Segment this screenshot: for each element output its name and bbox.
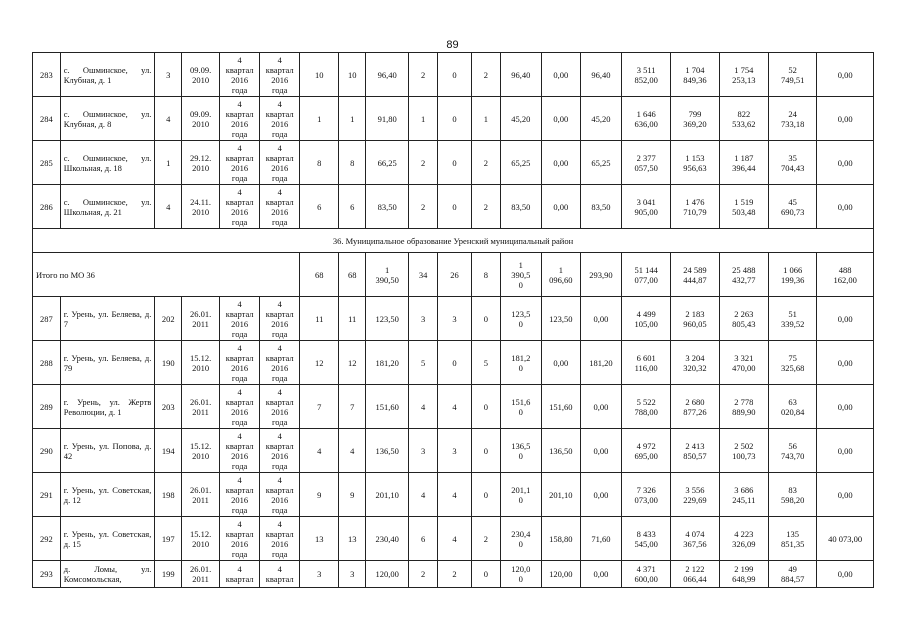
actual-quarter-cell: 4 квартал 2016 года (260, 341, 300, 385)
planned-quarter-cell: 4 квартал 2016 года (220, 385, 260, 429)
value-cell: 0,00 (817, 473, 874, 517)
total-cell: 1 390,50 (366, 253, 409, 297)
total-cell: 8 (471, 253, 500, 297)
page-number: 89 (446, 39, 459, 51)
value-cell: 197 (155, 517, 182, 561)
value-cell: 1 (300, 97, 339, 141)
value-cell: 0,00 (541, 97, 580, 141)
table-row (33, 561, 874, 588)
value-cell: 3 511 852,00 (621, 53, 670, 97)
date-cell: 15.12. 2010 (182, 429, 220, 473)
value-cell: 6 601 116,00 (621, 341, 670, 385)
value-cell: 0,00 (817, 561, 874, 588)
row-number: 289 (33, 385, 61, 429)
value-cell: 3 321 470,00 (719, 341, 768, 385)
table-row (33, 341, 874, 385)
row-number: 288 (33, 341, 61, 385)
address-cell: г. Урень, ул. Жертв Революции, д. 1 (60, 385, 155, 429)
value-cell: 2 (471, 53, 500, 97)
planned-quarter-cell: 4 квартал 2016 года (220, 141, 260, 185)
housing-register-table (32, 52, 874, 588)
value-cell: 6 (339, 185, 366, 229)
total-cell: 1 066 199,36 (768, 253, 816, 297)
total-cell: 1 096,60 (541, 253, 580, 297)
value-cell: 199 (155, 561, 182, 588)
value-cell: 3 204 320,32 (671, 341, 719, 385)
value-cell: 35 704,43 (768, 141, 816, 185)
value-cell: 6 (409, 517, 438, 561)
value-cell: 190 (155, 341, 182, 385)
date-cell: 09.09. 2010 (182, 53, 220, 97)
address-cell: с. Ошминское, ул. Школьная, д. 18 (60, 141, 155, 185)
value-cell: 96,40 (580, 53, 621, 97)
value-cell: 8 (300, 141, 339, 185)
planned-quarter-cell: 4 квартал 2016 года (220, 341, 260, 385)
value-cell: 0,00 (817, 297, 874, 341)
value-cell: 0 (471, 429, 500, 473)
value-cell: 11 (300, 297, 339, 341)
value-cell: 123,50 (541, 297, 580, 341)
date-cell: 24.11. 2010 (182, 185, 220, 229)
actual-quarter-cell: 4 квартал 2016 года (260, 517, 300, 561)
value-cell: 1 (339, 97, 366, 141)
planned-quarter-cell: 4 квартал 2016 года (220, 185, 260, 229)
value-cell: 49 884,57 (768, 561, 816, 588)
value-cell: 123,50 (366, 297, 409, 341)
value-cell: 10 (339, 53, 366, 97)
value-cell: 194 (155, 429, 182, 473)
value-cell: 0,00 (580, 561, 621, 588)
address-cell: с. Ошминское, ул. Клубная, д. 1 (60, 53, 155, 97)
value-cell: 1 (471, 97, 500, 141)
value-cell: 2 199 648,99 (719, 561, 768, 588)
total-cell: 1 390,5 0 (500, 253, 541, 297)
address-cell: г. Урень, ул. Беляева, д. 7 (60, 297, 155, 341)
value-cell: 202 (155, 297, 182, 341)
total-cell: 34 (409, 253, 438, 297)
value-cell: 4 (409, 473, 438, 517)
planned-quarter-cell: 4 квартал 2016 года (220, 97, 260, 141)
value-cell: 136,5 0 (500, 429, 541, 473)
value-cell: 5 (471, 341, 500, 385)
value-cell: 0,00 (541, 185, 580, 229)
value-cell: 75 325,68 (768, 341, 816, 385)
value-cell: 0 (438, 53, 472, 97)
value-cell: 40 073,00 (817, 517, 874, 561)
value-cell: 2 680 877,26 (671, 385, 719, 429)
row-number: 293 (33, 561, 61, 588)
value-cell: 181,20 (366, 341, 409, 385)
value-cell: 1 187 396,44 (719, 141, 768, 185)
value-cell: 7 326 073,00 (621, 473, 670, 517)
date-cell: 26.01. 2011 (182, 385, 220, 429)
value-cell: 4 371 600,00 (621, 561, 670, 588)
row-number: 283 (33, 53, 61, 97)
row-number: 292 (33, 517, 61, 561)
value-cell: 13 (339, 517, 366, 561)
value-cell: 56 743,70 (768, 429, 816, 473)
value-cell: 2 (471, 185, 500, 229)
value-cell: 7 (339, 385, 366, 429)
value-cell: 2 502 100,73 (719, 429, 768, 473)
value-cell: 7 (300, 385, 339, 429)
value-cell: 230,4 0 (500, 517, 541, 561)
value-cell: 2 (438, 561, 472, 588)
table-row (33, 97, 874, 141)
value-cell: 0 (471, 473, 500, 517)
value-cell: 83,50 (366, 185, 409, 229)
value-cell: 181,20 (580, 341, 621, 385)
table-row (33, 385, 874, 429)
value-cell: 2 (409, 141, 438, 185)
planned-quarter-cell: 4 квартал 2016 года (220, 53, 260, 97)
table-row (33, 429, 874, 473)
value-cell: 3 (438, 297, 472, 341)
value-cell: 4 (155, 97, 182, 141)
value-cell: 63 020,84 (768, 385, 816, 429)
value-cell: 1 (409, 97, 438, 141)
value-cell: 0,00 (580, 429, 621, 473)
actual-quarter-cell: 4 квартал 2016 года (260, 185, 300, 229)
table-row (33, 141, 874, 185)
value-cell: 3 556 229,69 (671, 473, 719, 517)
value-cell: 0,00 (817, 185, 874, 229)
value-cell: 120,0 0 (500, 561, 541, 588)
value-cell: 11 (339, 297, 366, 341)
address-cell: г. Урень, ул. Советская, д. 12 (60, 473, 155, 517)
value-cell: 4 223 326,09 (719, 517, 768, 561)
value-cell: 10 (300, 53, 339, 97)
total-cell: 488 162,00 (817, 253, 874, 297)
date-cell: 09.09. 2010 (182, 97, 220, 141)
value-cell: 181,2 0 (500, 341, 541, 385)
actual-quarter-cell: 4 квартал 2016 года (260, 297, 300, 341)
value-cell: 3 (300, 561, 339, 588)
date-cell: 15.12. 2010 (182, 517, 220, 561)
value-cell: 52 749,51 (768, 53, 816, 97)
address-cell: с. Ошминское, ул. Клубная, д. 8 (60, 97, 155, 141)
total-label: Итого по МО 36 (33, 253, 300, 297)
value-cell: 0,00 (580, 297, 621, 341)
value-cell: 5 (409, 341, 438, 385)
value-cell: 2 (409, 561, 438, 588)
planned-quarter-cell: 4 квартал (220, 561, 260, 588)
value-cell: 135 851,35 (768, 517, 816, 561)
address-cell: д. Ломы, ул. Комсомольская, (60, 561, 155, 588)
value-cell: 2 377 057,50 (621, 141, 670, 185)
date-cell: 29.12. 2010 (182, 141, 220, 185)
value-cell: 8 433 545,00 (621, 517, 670, 561)
planned-quarter-cell: 4 квартал 2016 года (220, 429, 260, 473)
value-cell: 91,80 (366, 97, 409, 141)
row-number: 286 (33, 185, 61, 229)
value-cell: 3 686 245,11 (719, 473, 768, 517)
total-cell: 51 144 077,00 (621, 253, 670, 297)
actual-quarter-cell: 4 квартал 2016 года (260, 429, 300, 473)
value-cell: 96,40 (366, 53, 409, 97)
value-cell: 83,50 (580, 185, 621, 229)
value-cell: 799 369,20 (671, 97, 719, 141)
date-cell: 26.01. 2011 (182, 561, 220, 588)
value-cell: 83,50 (500, 185, 541, 229)
value-cell: 136,50 (366, 429, 409, 473)
total-cell: 68 (300, 253, 339, 297)
row-number: 290 (33, 429, 61, 473)
value-cell: 71,60 (580, 517, 621, 561)
address-cell: г. Урень, ул. Попова, д. 42 (60, 429, 155, 473)
row-number: 291 (33, 473, 61, 517)
value-cell: 136,50 (541, 429, 580, 473)
value-cell: 12 (300, 341, 339, 385)
value-cell: 0 (438, 141, 472, 185)
value-cell: 0,00 (541, 141, 580, 185)
value-cell: 9 (300, 473, 339, 517)
value-cell: 151,60 (541, 385, 580, 429)
value-cell: 1 (155, 141, 182, 185)
table-row (33, 517, 874, 561)
value-cell: 5 522 788,00 (621, 385, 670, 429)
table-row (33, 473, 874, 517)
value-cell: 1 646 636,00 (621, 97, 670, 141)
row-number: 285 (33, 141, 61, 185)
value-cell: 4 (438, 473, 472, 517)
value-cell: 8 (339, 141, 366, 185)
value-cell: 0,00 (580, 473, 621, 517)
value-cell: 2 183 960,05 (671, 297, 719, 341)
total-cell: 24 589 444,87 (671, 253, 719, 297)
value-cell: 0,00 (817, 429, 874, 473)
date-cell: 15.12. 2010 (182, 341, 220, 385)
value-cell: 0 (471, 297, 500, 341)
value-cell: 0,00 (541, 53, 580, 97)
value-cell: 230,40 (366, 517, 409, 561)
value-cell: 96,40 (500, 53, 541, 97)
value-cell: 0,00 (817, 53, 874, 97)
value-cell: 65,25 (500, 141, 541, 185)
value-cell: 4 499 105,00 (621, 297, 670, 341)
value-cell: 1 476 710,79 (671, 185, 719, 229)
value-cell: 0,00 (541, 341, 580, 385)
district-header-row (33, 229, 874, 253)
total-cell: 25 488 432,77 (719, 253, 768, 297)
value-cell: 3 (438, 429, 472, 473)
planned-quarter-cell: 4 квартал 2016 года (220, 297, 260, 341)
value-cell: 198 (155, 473, 182, 517)
value-cell: 4 (300, 429, 339, 473)
value-cell: 3 (409, 429, 438, 473)
address-cell: с. Ошминское, ул. Школьная, д. 21 (60, 185, 155, 229)
value-cell: 3 (155, 53, 182, 97)
actual-quarter-cell: 4 квартал 2016 года (260, 53, 300, 97)
date-cell: 26.01. 2011 (182, 297, 220, 341)
value-cell: 4 (155, 185, 182, 229)
value-cell: 123,5 0 (500, 297, 541, 341)
table-row (33, 297, 874, 341)
value-cell: 0,00 (817, 341, 874, 385)
value-cell: 9 (339, 473, 366, 517)
value-cell: 3 041 905,00 (621, 185, 670, 229)
value-cell: 66,25 (366, 141, 409, 185)
address-cell: г. Урень, ул. Советская, д. 15 (60, 517, 155, 561)
row-number: 287 (33, 297, 61, 341)
value-cell: 0,00 (817, 97, 874, 141)
actual-quarter-cell: 4 квартал 2016 года (260, 385, 300, 429)
total-cell: 26 (438, 253, 472, 297)
value-cell: 1 153 956,63 (671, 141, 719, 185)
value-cell: 201,10 (541, 473, 580, 517)
value-cell: 4 (438, 517, 472, 561)
value-cell: 6 (300, 185, 339, 229)
value-cell: 0 (438, 341, 472, 385)
total-cell: 68 (339, 253, 366, 297)
planned-quarter-cell: 4 квартал 2016 года (220, 517, 260, 561)
value-cell: 151,60 (366, 385, 409, 429)
value-cell: 2 413 850,57 (671, 429, 719, 473)
value-cell: 201,1 0 (500, 473, 541, 517)
value-cell: 3 (409, 297, 438, 341)
value-cell: 0,00 (817, 385, 874, 429)
value-cell: 1 704 849,36 (671, 53, 719, 97)
actual-quarter-cell: 4 квартал (260, 561, 300, 588)
district-total-row (33, 253, 874, 297)
value-cell: 1 519 503,48 (719, 185, 768, 229)
value-cell: 2 (471, 517, 500, 561)
value-cell: 201,10 (366, 473, 409, 517)
value-cell: 2 (409, 53, 438, 97)
value-cell: 4 (438, 385, 472, 429)
value-cell: 158,80 (541, 517, 580, 561)
value-cell: 0 (471, 385, 500, 429)
date-cell: 26.01. 2011 (182, 473, 220, 517)
value-cell: 12 (339, 341, 366, 385)
planned-quarter-cell: 4 квартал 2016 года (220, 473, 260, 517)
value-cell: 4 (409, 385, 438, 429)
value-cell: 4 074 367,56 (671, 517, 719, 561)
value-cell: 2 122 066,44 (671, 561, 719, 588)
value-cell: 45,20 (580, 97, 621, 141)
value-cell: 0,00 (817, 141, 874, 185)
actual-quarter-cell: 4 квартал 2016 года (260, 97, 300, 141)
value-cell: 13 (300, 517, 339, 561)
table-row (33, 53, 874, 97)
value-cell: 0 (438, 185, 472, 229)
value-cell: 0,00 (580, 385, 621, 429)
value-cell: 4 972 695,00 (621, 429, 670, 473)
district-title: 36. Муниципальное образование Уренский муниципальный район (33, 229, 874, 253)
value-cell: 2 (471, 141, 500, 185)
actual-quarter-cell: 4 квартал 2016 года (260, 141, 300, 185)
table-row (33, 185, 874, 229)
value-cell: 0 (438, 97, 472, 141)
address-cell: г. Урень, ул. Беляева, д. 79 (60, 341, 155, 385)
value-cell: 822 533,62 (719, 97, 768, 141)
value-cell: 120,00 (366, 561, 409, 588)
value-cell: 203 (155, 385, 182, 429)
value-cell: 65,25 (580, 141, 621, 185)
value-cell: 24 733,18 (768, 97, 816, 141)
value-cell: 51 339,52 (768, 297, 816, 341)
value-cell: 83 598,20 (768, 473, 816, 517)
value-cell: 2 (409, 185, 438, 229)
value-cell: 3 (339, 561, 366, 588)
row-number: 284 (33, 97, 61, 141)
value-cell: 151,6 0 (500, 385, 541, 429)
value-cell: 0 (471, 561, 500, 588)
value-cell: 45 690,73 (768, 185, 816, 229)
value-cell: 2 778 889,90 (719, 385, 768, 429)
total-cell: 293,90 (580, 253, 621, 297)
actual-quarter-cell: 4 квартал 2016 года (260, 473, 300, 517)
value-cell: 1 754 253,13 (719, 53, 768, 97)
value-cell: 45,20 (500, 97, 541, 141)
value-cell: 2 263 805,43 (719, 297, 768, 341)
value-cell: 4 (339, 429, 366, 473)
value-cell: 120,00 (541, 561, 580, 588)
